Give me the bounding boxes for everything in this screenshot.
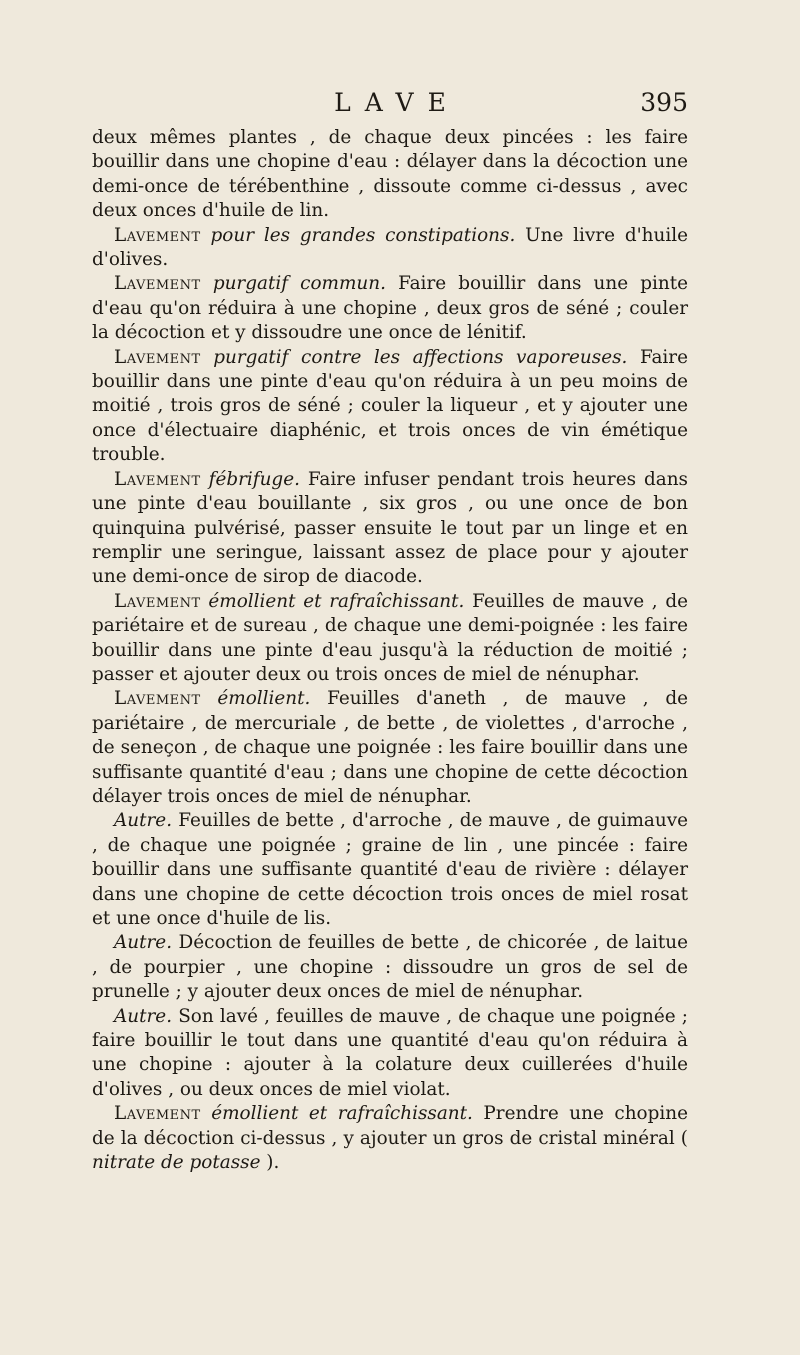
entry-text: Feuilles d'aneth , de mauve , de pariétaire , de mercuriale , de bette , de violettes , d'arroche , de seneçon , de chaque une poignée : les faire bouillir dans une suffisante quantité d'eau ; dans une chopine de cette décoction délayer trois onces de miel de nénuphar.	[92, 688, 688, 807]
entry-text: Faire infuser pendant trois heures dans une pinte d'eau bouillante , six gros , ou une once de bon quinquina pulvérisé, passer ensuite le tout par un linge et en remplir une seringue, laissant assez de place pour y ajouter une demi-once de sirop de diacode.	[92, 468, 688, 588]
entry-text: Feuilles de mauve , de pariétaire et de sureau , de chaque une demi-poignée : les faire bouillir dans une pinte d'eau jusqu'à la réduction de moitié ; passer et ajouter deux ou trois onces de miel de nénuphar.	[92, 590, 688, 685]
entry-heading: Lavement	[114, 224, 201, 246]
page-number: 395	[640, 88, 688, 117]
entry-text: Faire bouillir dans une pinte d'eau qu'on réduira à une chopine , deux gros de séné ; couler la décoction et y dissoudre une once de lénitif.	[92, 273, 688, 344]
entry-text-end: ).	[260, 1152, 280, 1174]
entry-text: Prendre une chopine de la décoction ci-dessus , y ajouter un gros de cristal minéral (	[92, 1103, 688, 1149]
recipe-entry	[92, 272, 688, 345]
entry-text: Son lavé , feuilles de mauve , de chaque une poignée ; faire bouillir le tout dans une quantité d'eau qu'on réduira à une chopine : ajouter à la colature deux cuillerées d'huile d'olives , ou deux onces de miel violat.	[92, 1005, 688, 1100]
entry-heading: Lavement	[114, 590, 201, 612]
page-title: LAVE	[334, 88, 460, 117]
entry-text: Décoction de feuilles de bette , de chicorée , de laitue , de pourpier , une chopine : dissoudre un gros de sel de prunelle ; y ajouter deux onces de miel de nénuphar.	[92, 932, 688, 1003]
entry-heading: Lavement	[114, 468, 201, 490]
recipe-entry	[92, 931, 688, 1004]
entry-title: émollient et rafraîchissant.	[200, 1103, 473, 1125]
recipe-entry	[92, 1005, 688, 1103]
paragraph	[92, 126, 688, 224]
recipe-entry	[92, 224, 688, 273]
recipe-entry	[92, 1102, 688, 1175]
entry-title: fébrifuge.	[200, 468, 300, 490]
body-text	[92, 126, 688, 1175]
entry-title: Autre.	[114, 1005, 173, 1027]
recipe-entry	[92, 468, 688, 590]
entry-title: émollient et rafraîchissant.	[200, 590, 465, 612]
entry-text: Faire bouillir dans une pinte d'eau qu'on réduira à un peu moins de moitié , trois gros de séné ; couler la liqueur , et y ajouter une once d'électuaire diaphénic, et trois onces de vin émétique trouble.	[92, 346, 688, 466]
entry-heading: Lavement	[114, 273, 201, 295]
paragraph-text: deux mêmes plantes , de chaque deux pincées : les faire bouillir dans une chopine d'eau : délayer dans la décoction une demi-once de térébenthine , dissoute comme ci-dessus , avec deux onces d'huile de lin.	[92, 127, 688, 222]
entry-heading: Lavement	[114, 1103, 201, 1125]
entry-heading: Lavement	[114, 346, 201, 368]
recipe-entry	[92, 346, 688, 468]
entry-title: purgatif commun.	[200, 273, 386, 295]
entry-heading: Lavement	[114, 688, 201, 710]
entry-title: pour les grandes constipations.	[200, 224, 516, 246]
running-head	[92, 88, 688, 118]
recipe-entry	[92, 590, 688, 688]
recipe-entry	[92, 687, 688, 809]
recipe-entry	[92, 809, 688, 931]
entry-title: purgatif contre les affections vaporeuses.	[200, 346, 628, 368]
entry-title: Autre.	[114, 810, 173, 832]
entry-note: nitrate de potasse	[92, 1152, 261, 1174]
entry-text: Feuilles de bette , d'arroche , de mauve , de guimauve , de chaque une poignée ; graine de lin , une pincée : faire bouillir dans une suffisante quantité d'eau de rivière : délayer dans une chopine de cette décoction trois onces de miel rosat et une once d'huile de lis.	[92, 810, 688, 929]
entry-title: Autre.	[114, 932, 173, 954]
entry-title: émollient.	[200, 688, 311, 710]
entry-text: Une livre d'huile d'olives.	[92, 224, 688, 271]
